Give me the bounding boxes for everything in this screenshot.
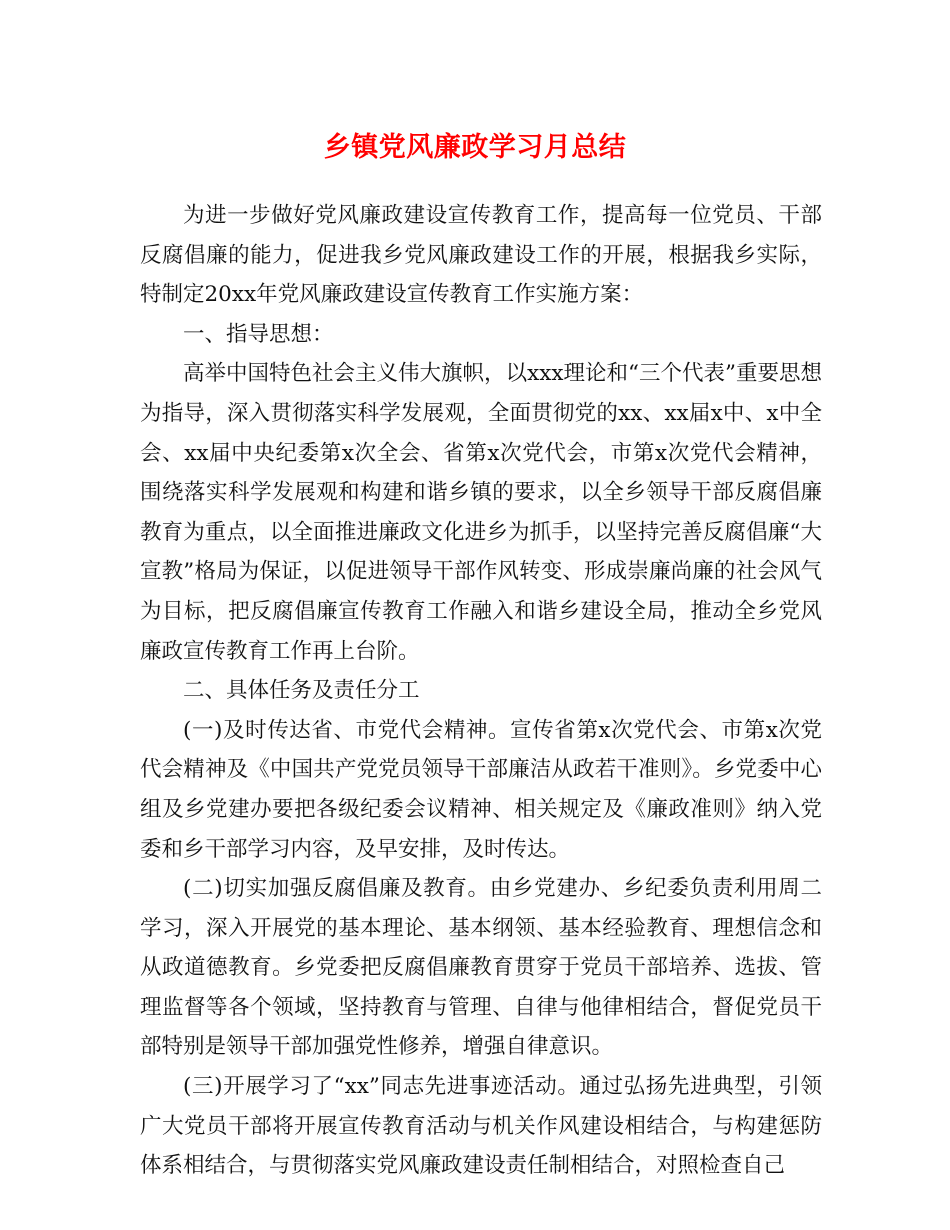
paragraph-task-3: (三)开展学习了“xx”同志先进事迹活动。通过弘扬先进典型，引领广大党员干部将开展宣传教育活动与机关作风建设相结合，与构建惩防体系相结合，与贯彻落实党风廉政建设责任制相结合，对照检查自己 <box>140 1074 822 1179</box>
paragraph-intro: 为进一步做好党风廉政建设宣传教育工作，提高每一位党员、干部反腐倡廉的能力，促进我乡党风廉政建设工作的开展，根据我乡实际，特制定20xx年党风廉政建设宣传教育工作实施方案： <box>140 203 822 308</box>
heading-guiding-ideology: 一、指导思想： <box>183 321 334 347</box>
paragraph-task-1: (一)及时传达省、市党代会精神。宣传省第x次党代会、市第x次党代会精神及《中国共产党党员领导干部廉洁从政若干准则》。乡党委中心组及乡党建办要把各级纪委会议精神、相关规定及《廉政准则》纳入党委和乡干部学习内容，及早安排，及时传达。 <box>140 717 822 862</box>
heading-tasks: 二、具体任务及责任分工 <box>183 678 420 704</box>
paragraph-task-2: (二)切实加强反腐倡廉及教育。由乡党建办、乡纪委负责利用周二学习，深入开展党的基本理论、基本纲领、基本经验教育、理想信念和从政道德教育。乡党委把反腐倡廉教育贯穿于党员干部培养、选拔、管理监督等各个领域，坚持教育与管理、自律与他律相结合，督促党员干部特别是领导干部加强党性修养，增强自律意识。 <box>140 876 822 1060</box>
document-title: 乡镇党风廉政学习月总结 <box>323 132 627 163</box>
paragraph-guiding-ideology: 高举中国特色社会主义伟大旗帜，以xxx理论和“三个代表”重要思想为指导，深入贯彻落实科学发展观，全面贯彻党的xx、xx届x中、x中全会、xx届中央纪委第x次全会、省第x次党代会，市第x次党代会精神，围绕落实科学发展观和构建和谐乡镇的要求，以全乡领导干部反腐倡廉教育为重点，以全面推进廉政文化进乡为抓手，以坚持完善反腐倡廉“大宣教”格局为保证，以促进领导干部作风转变、形成崇廉尚廉的社会风气为目标，把反腐倡廉宣传教育工作融入和谐乡建设全局，推动全乡党风廉政宣传教育工作再上台阶。 <box>140 361 822 664</box>
document-body <box>140 196 822 1186</box>
